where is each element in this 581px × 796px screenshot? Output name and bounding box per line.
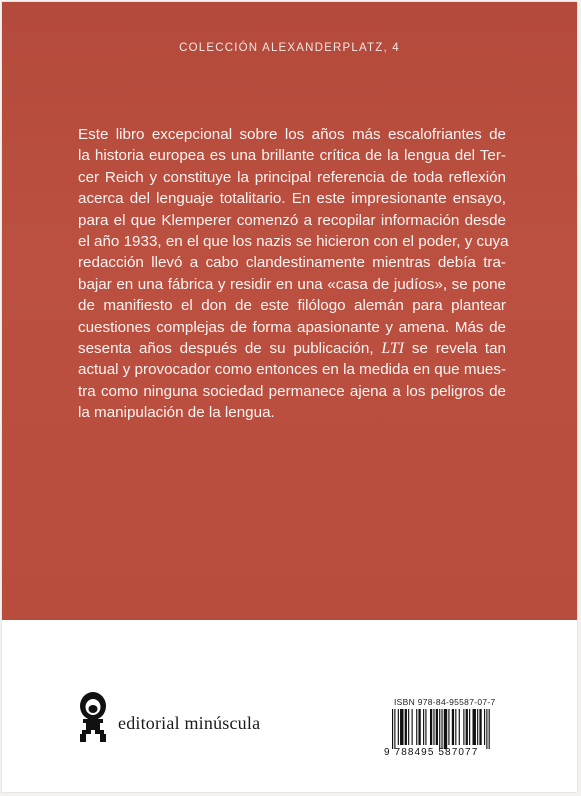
barcode-bar xyxy=(444,709,447,749)
isbn-digits: 9 788495 587077 xyxy=(384,747,479,758)
red-panel xyxy=(2,2,577,620)
publisher-imprint xyxy=(76,690,260,744)
blurb-line: la historia europea es una brillante crítica de la lengua del Ter- xyxy=(78,147,506,165)
blurb-text-fragment: se revela tan xyxy=(411,340,506,358)
book-back-cover xyxy=(2,2,577,792)
barcode-bar xyxy=(392,709,393,749)
barcode-bar xyxy=(408,709,409,745)
blurb-line: bajar en una fábrica y residir en una «casa de judíos», se pone xyxy=(78,275,506,293)
blurb-line: la manipulación de la lengua. xyxy=(78,404,275,422)
barcode-bar xyxy=(439,709,440,749)
blurb-line: el año 1933, en el que los nazis se hicieron con el poder, y cuya xyxy=(78,233,509,251)
barcode-bar xyxy=(418,709,420,745)
barcode-bar xyxy=(489,709,490,749)
barcode-bar xyxy=(405,709,407,745)
blurb-line: cuestiones complejas de forma apasionante y amena. Más de xyxy=(78,318,506,336)
barcode-bar xyxy=(423,709,424,745)
barcode-bar xyxy=(463,709,464,745)
barcode-bar xyxy=(398,709,399,745)
isbn-label: ISBN 978-84-95587-07-7 xyxy=(394,697,496,707)
barcode-bar xyxy=(469,709,470,745)
editorial-minuscula-logo-icon xyxy=(76,690,110,744)
barcode-bar xyxy=(466,709,468,745)
barcode-bar xyxy=(425,709,426,745)
blurb-line: actual y provocador como entonces en la medida en que mues- xyxy=(78,361,507,379)
blurb-line: acerca del lenguaje totalitario. En este impresionante ensayo, xyxy=(78,190,506,208)
blurb-line-with-title xyxy=(78,338,506,359)
barcode-bar xyxy=(433,709,434,745)
barcode-bar xyxy=(416,709,417,745)
barcode-icon xyxy=(384,709,508,749)
barcode-bar xyxy=(486,709,487,749)
barcode-bar xyxy=(477,709,478,745)
blurb-text-fragment: sesenta años después de su publicación, xyxy=(78,340,374,358)
blurb-line: Este libro excepcional sobre los años más escalofriantes de xyxy=(78,126,506,143)
blurb-line: cer Reich y constituye la principal referencia de toda reflexión xyxy=(78,168,506,186)
book-title-lti: LTI xyxy=(381,340,405,358)
blurb-line: de manifiesto el don de este filólogo alemán para plantear xyxy=(78,297,506,315)
barcode-bar xyxy=(459,709,460,745)
barcode-bar xyxy=(400,709,403,745)
blurb-line: para el que Klemperer comenzó a recopilar información desde xyxy=(78,211,506,229)
barcode-bar xyxy=(436,709,438,745)
barcode-bar xyxy=(455,709,456,745)
barcode-bar xyxy=(473,709,476,745)
barcode-bar xyxy=(452,709,454,745)
barcode-bar xyxy=(412,709,413,745)
blurb-text xyxy=(78,124,509,424)
barcode-bar xyxy=(441,709,442,749)
publisher-name: editorial minúscula xyxy=(118,712,261,733)
barcode-bar xyxy=(448,709,449,745)
blurb-line: tra como ninguna sociedad permanece ajena a los peligros de xyxy=(78,382,506,400)
barcode-bar xyxy=(394,709,395,749)
barcode-bar xyxy=(484,709,485,745)
blurb-line: redacción llevó a cabo clandestinamente mientras debía tra- xyxy=(78,254,506,272)
isbn-block xyxy=(384,697,514,758)
barcode-bar xyxy=(430,709,432,745)
barcode-bar xyxy=(479,709,481,745)
collection-title: COLECCIÓN ALEXANDERPLATZ, 4 xyxy=(179,42,400,54)
